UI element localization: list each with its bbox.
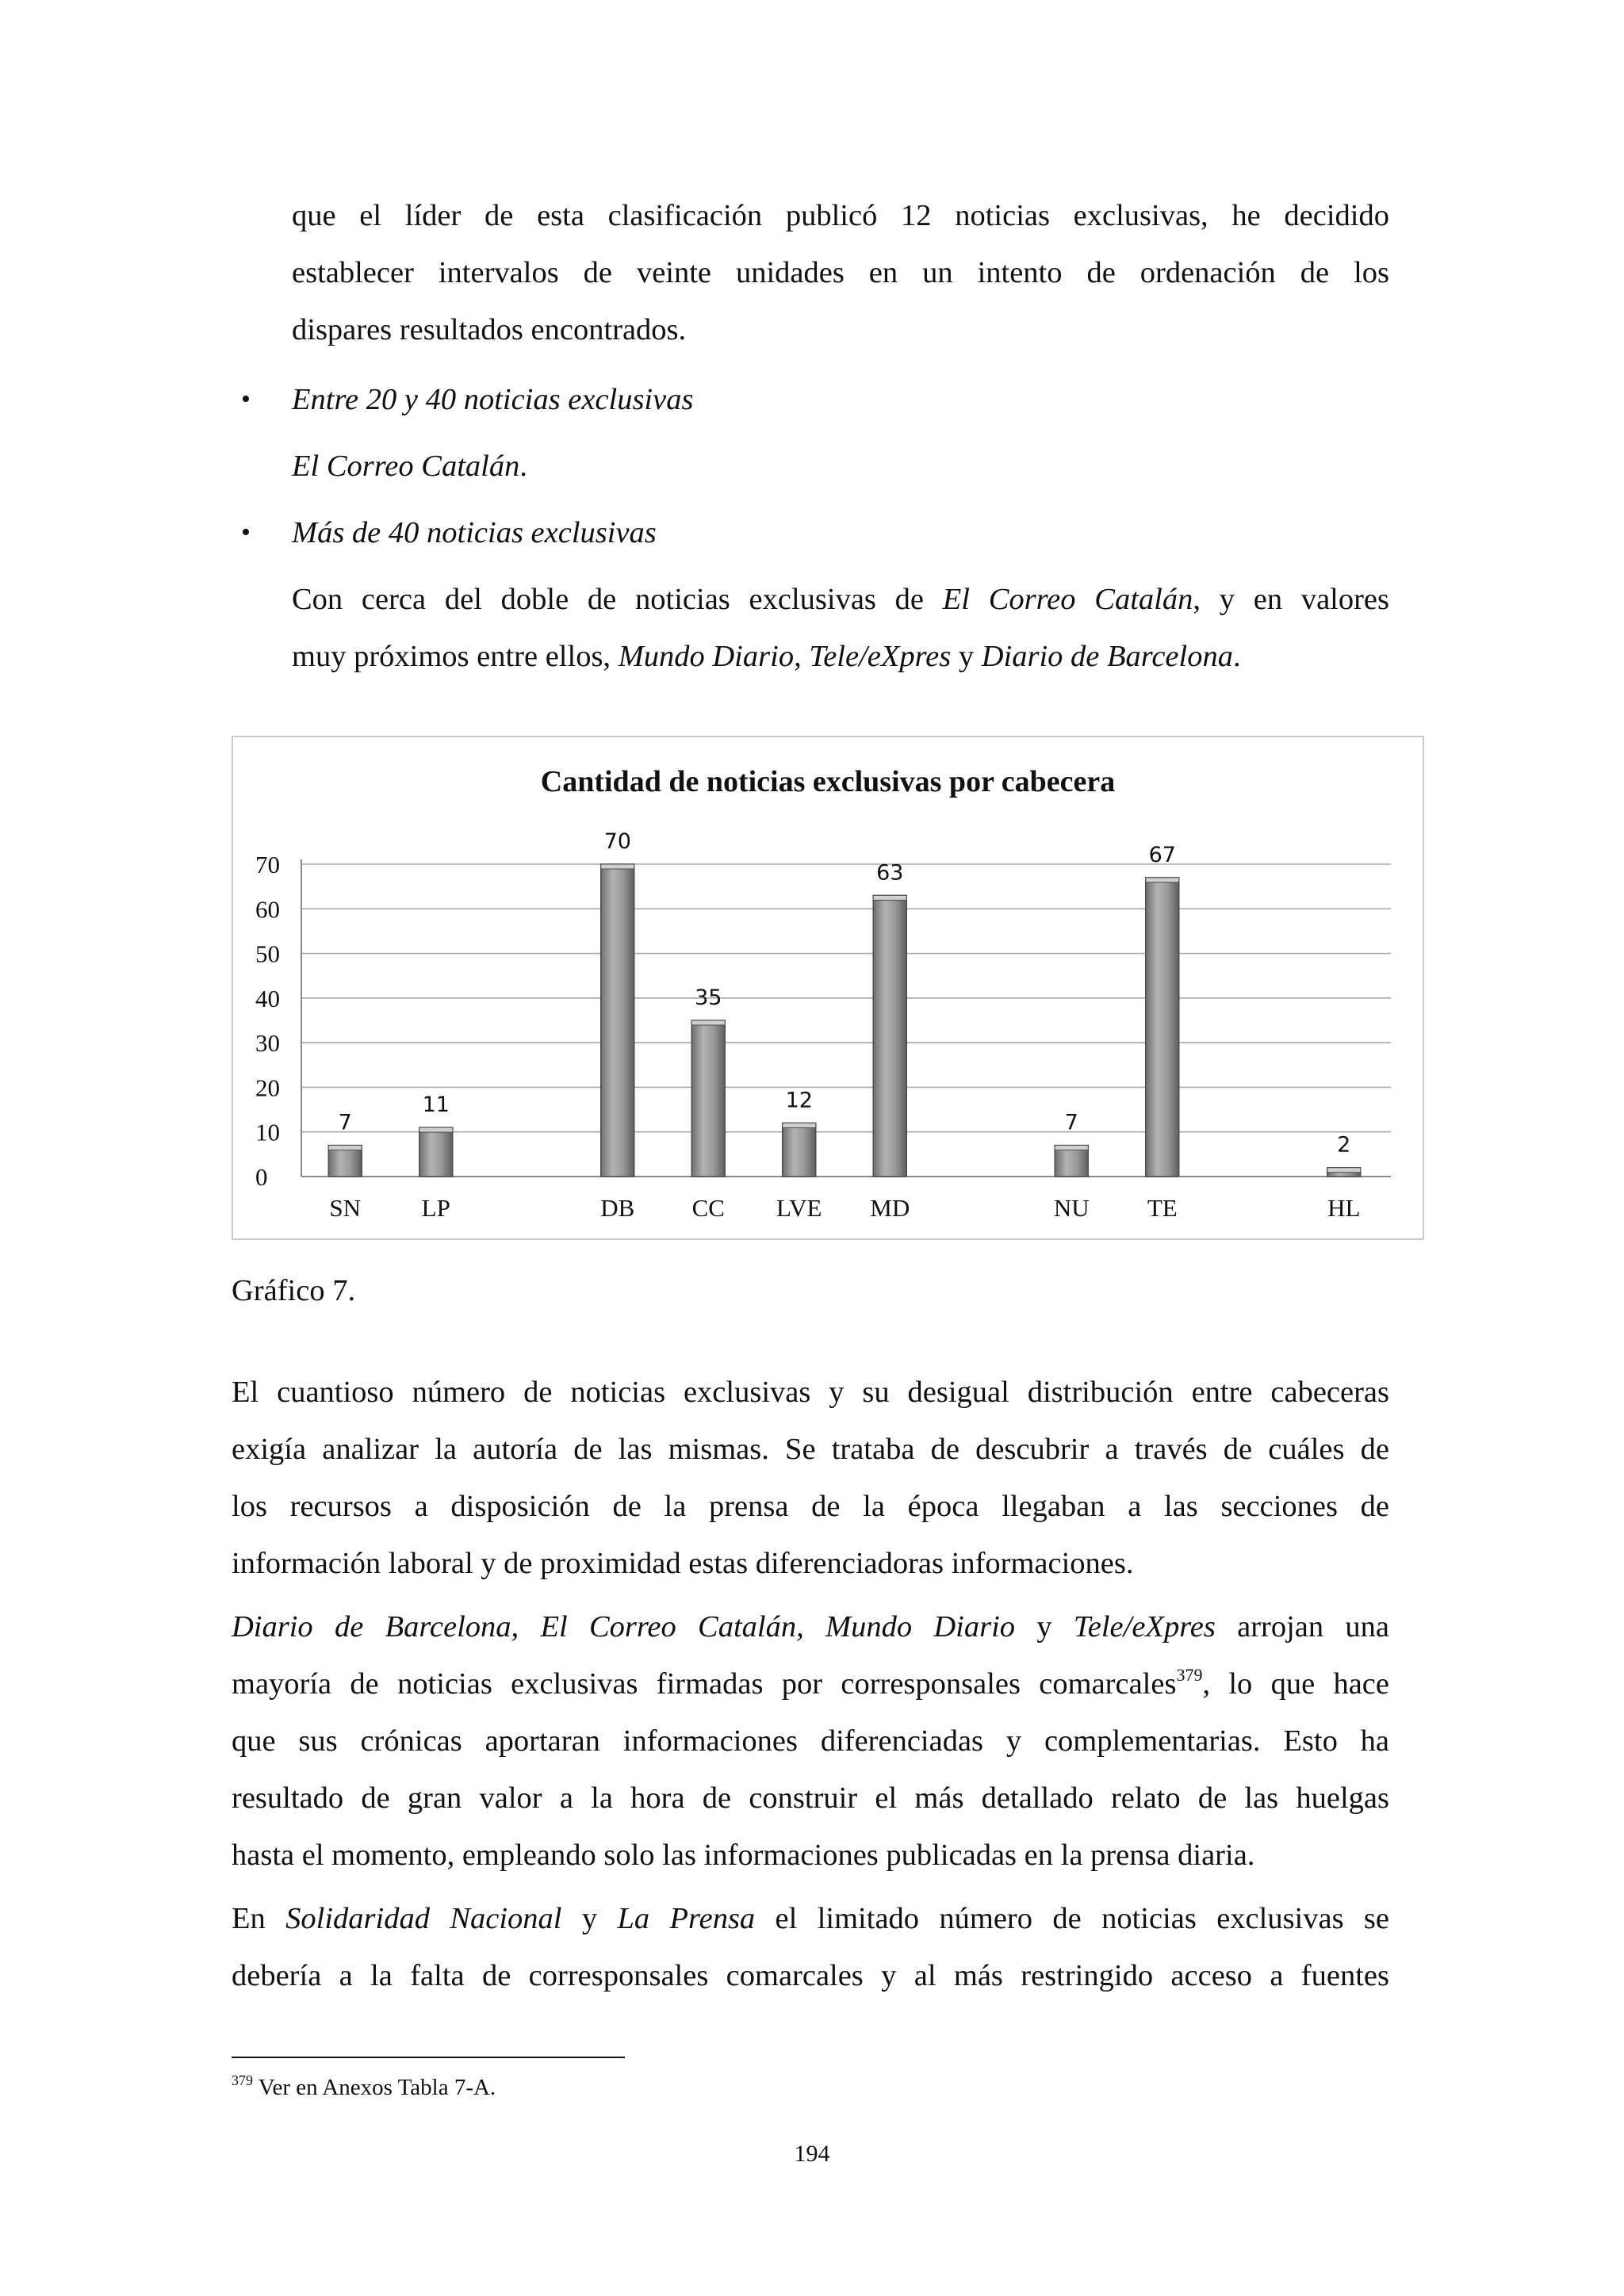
x-tick-label: HL xyxy=(1327,1194,1361,1222)
footnote-reference[interactable]: 379 xyxy=(1176,1665,1203,1685)
newspaper-name: El Correo Catalán xyxy=(292,450,520,483)
text-span: , y en valores xyxy=(1193,583,1390,616)
bar-cap xyxy=(691,1020,725,1025)
data-label: 2 xyxy=(1337,1132,1351,1158)
body-paragraph-3 xyxy=(232,1890,1389,2004)
x-tick-label: TE xyxy=(1147,1194,1178,1222)
data-label: 12 xyxy=(785,1088,813,1113)
text-line: establecer intervalos de veinte unidades en un intento de ordenación de los xyxy=(292,256,1389,289)
newspaper-name: Tele/eXpres xyxy=(1073,1610,1216,1644)
bar-cap xyxy=(1327,1168,1361,1173)
bar xyxy=(601,864,634,1177)
y-tick-label: 20 xyxy=(255,1073,280,1102)
text-span: En xyxy=(232,1902,286,1935)
bar-cap xyxy=(873,895,906,900)
x-tick-label: LP xyxy=(421,1194,450,1222)
newspaper-name: Mundo Diario xyxy=(618,640,795,673)
bullet-detail xyxy=(292,571,1389,685)
text-span: , xyxy=(794,640,810,673)
y-tick-label: 0 xyxy=(255,1163,268,1191)
text-span: , lo que hace xyxy=(1202,1667,1389,1701)
text-line: resultado de gran valor a la hora de construir el más detallado relato de las huelgas xyxy=(232,1781,1389,1815)
x-tick-label: DB xyxy=(600,1194,635,1222)
newspaper-names: Diario de Barcelona, El Correo Catalán, Mundo Diario xyxy=(232,1610,1016,1644)
footnote-text: Ver en Anexos Tabla 7-A. xyxy=(253,2075,496,2100)
bullet-item xyxy=(292,504,657,561)
bar xyxy=(783,1123,816,1177)
y-tick-label: 70 xyxy=(255,851,280,878)
text-span: Con cerca del doble de noticias exclusivas de xyxy=(292,583,943,616)
text-line: que el líder de esta clasificación publicó 12 noticias exclusivas, he decidido xyxy=(292,199,1389,232)
text-line: hasta el momento, empleando solo las informaciones publicadas en la prensa diaria. xyxy=(232,1839,1255,1872)
text-line xyxy=(292,571,1389,628)
bar-chart xyxy=(232,736,1424,1240)
punctuation: . xyxy=(519,450,527,483)
bullet-label: Entre 20 y 40 noticias exclusivas xyxy=(292,383,694,416)
page-number: 194 xyxy=(794,2141,830,2167)
bar xyxy=(419,1127,453,1177)
text-line xyxy=(232,1598,1389,1655)
figure-caption: Gráfico 7. xyxy=(232,1274,356,1307)
footnote-number: 379 xyxy=(232,2072,253,2088)
text-span: mayoría de noticias exclusivas firmadas por corresponsales comarcales xyxy=(232,1667,1177,1701)
bar xyxy=(873,895,906,1177)
bar-cap xyxy=(601,864,634,869)
bullet-icon: • xyxy=(241,385,251,414)
footnote xyxy=(232,2071,496,2104)
data-label: 11 xyxy=(422,1093,450,1118)
newspaper-name: Solidaridad Nacional xyxy=(285,1902,562,1935)
data-label: 63 xyxy=(876,860,904,886)
text-line xyxy=(232,1655,1389,1712)
text-span: arrojan una xyxy=(1215,1610,1390,1644)
bar xyxy=(1146,878,1179,1177)
text-line: exigía analizar la autoría de las mismas. Se trataba de descubrir a través de cuáles de xyxy=(232,1433,1389,1466)
text-line xyxy=(292,628,1389,685)
data-label: 67 xyxy=(1148,842,1176,867)
data-label: 35 xyxy=(695,985,722,1010)
newspaper-name: Diario de Barcelona xyxy=(981,640,1233,673)
newspaper-name: La Prensa xyxy=(617,1902,756,1935)
x-tick-label: MD xyxy=(870,1194,910,1222)
body-paragraph-2 xyxy=(232,1598,1389,1884)
bar-cap xyxy=(328,1146,362,1150)
y-tick-label: 60 xyxy=(255,895,280,924)
bar-cap xyxy=(783,1123,816,1127)
data-label: 7 xyxy=(338,1110,352,1135)
bullet-item xyxy=(292,371,693,428)
text-line xyxy=(232,1890,1389,1947)
newspaper-name: Tele/eXpres xyxy=(809,640,952,673)
bar-cap xyxy=(1055,1146,1088,1150)
bar-cap xyxy=(1146,878,1179,882)
footnote-divider xyxy=(232,2057,625,2058)
text-line: debería a la falta de corresponsales comarcales y al más restringido acceso a fuentes xyxy=(232,1959,1389,1992)
text-span: y xyxy=(951,640,982,673)
intro-paragraph xyxy=(292,187,1389,358)
bullet-label: Más de 40 noticias exclusivas xyxy=(292,516,657,549)
text-line: dispares resultados encontrados. xyxy=(292,313,687,346)
chart-plot xyxy=(233,737,1423,1238)
x-tick-label: CC xyxy=(691,1194,725,1222)
text-span: muy próximos entre ellos, xyxy=(292,640,619,673)
text-span: el limitado número de noticias exclusivas se xyxy=(755,1902,1390,1935)
text-line: que sus crónicas aportaran informaciones diferenciadas y complementarias. Esto ha xyxy=(232,1724,1389,1758)
bullet-icon: • xyxy=(241,518,251,547)
x-tick-label: LVE xyxy=(776,1194,822,1222)
y-tick-label: 40 xyxy=(255,984,280,1012)
y-tick-label: 10 xyxy=(255,1118,280,1146)
bar xyxy=(691,1020,725,1177)
text-span: y xyxy=(1015,1610,1074,1644)
text-span: y xyxy=(561,1902,618,1935)
bullet-detail xyxy=(292,438,527,495)
text-line: El cuantioso número de noticias exclusivas y su desigual distribución entre cabeceras xyxy=(232,1376,1389,1409)
x-tick-label: NU xyxy=(1053,1194,1090,1222)
x-tick-label: SN xyxy=(329,1194,362,1222)
newspaper-name: El Correo Catalán xyxy=(942,583,1193,616)
text-line: información laboral y de proximidad estas diferenciadoras informaciones. xyxy=(232,1547,1134,1580)
y-tick-label: 30 xyxy=(255,1029,280,1058)
bar-cap xyxy=(419,1127,453,1132)
body-paragraph-1 xyxy=(232,1364,1389,1592)
chart-title: Cantidad de noticias exclusivas por cabecera xyxy=(540,765,1116,798)
text-line: los recursos a disposición de la prensa de la época llegaban a las secciones de xyxy=(232,1490,1389,1523)
data-label: 70 xyxy=(603,829,631,854)
y-tick-label: 50 xyxy=(255,939,280,968)
text-span: . xyxy=(1232,640,1241,673)
data-label: 7 xyxy=(1064,1110,1078,1135)
